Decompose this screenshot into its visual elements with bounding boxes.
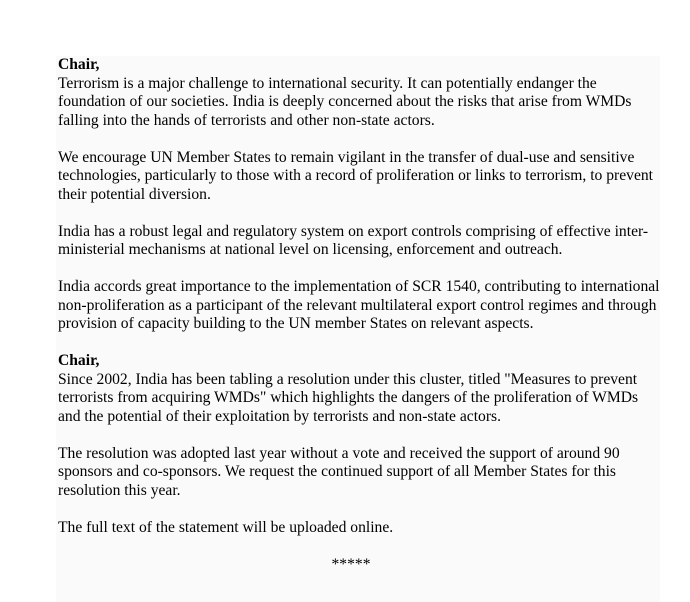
section-2-paragraph-2: The resolution was adopted last year without a vote and received the support of around 90 sponsors and co-sponsors. We request the continued support of all Member States for this resolution this year. (58, 444, 620, 499)
section-1-heading: Chair, (58, 56, 100, 73)
section-1-paragraph-4: India accords great importance to the implementation of SCR 1540, contributing to international non-proliferation as a participant of the relevant multilateral export control regimes and through provision of capacity building to the UN member States on relevant aspects. (58, 278, 660, 332)
section-2-paragraph-1: Since 2002, India has been tabling a resolution under this cluster, titled "Measures to prevent terrorists from acquiring WMDs" which highlights the dangers of the proliferation of WMDs and the potential of their exploitation by terrorists and non-state actors. (58, 370, 639, 425)
section-1-paragraph-1: Terrorism is a major challenge to international security. It can potentially endanger the foundation of our societies. India is deeply concerned about the risks that arise from WMDs falling into the hands of terrorists and other non-state actors. (58, 74, 632, 129)
section-1-paragraph-2: We encourage UN Member States to remain vigilant in the transfer of dual-use and sensitive technologies, particularly to those with a record of proliferation or links to terrorism, to prevent their potential diversion. (58, 148, 653, 203)
section-1-paragraph-3: India has a robust legal and regulatory system on export controls comprising of effective inter-ministerial mechanisms at national level on licensing, enforcement and outreach. (58, 222, 649, 258)
statement-document (56, 56, 660, 602)
section-2-heading: Chair, (58, 352, 100, 369)
end-marker: ***** (331, 555, 371, 573)
section-2-paragraph-3: The full text of the statement will be uploaded online. (58, 518, 394, 536)
